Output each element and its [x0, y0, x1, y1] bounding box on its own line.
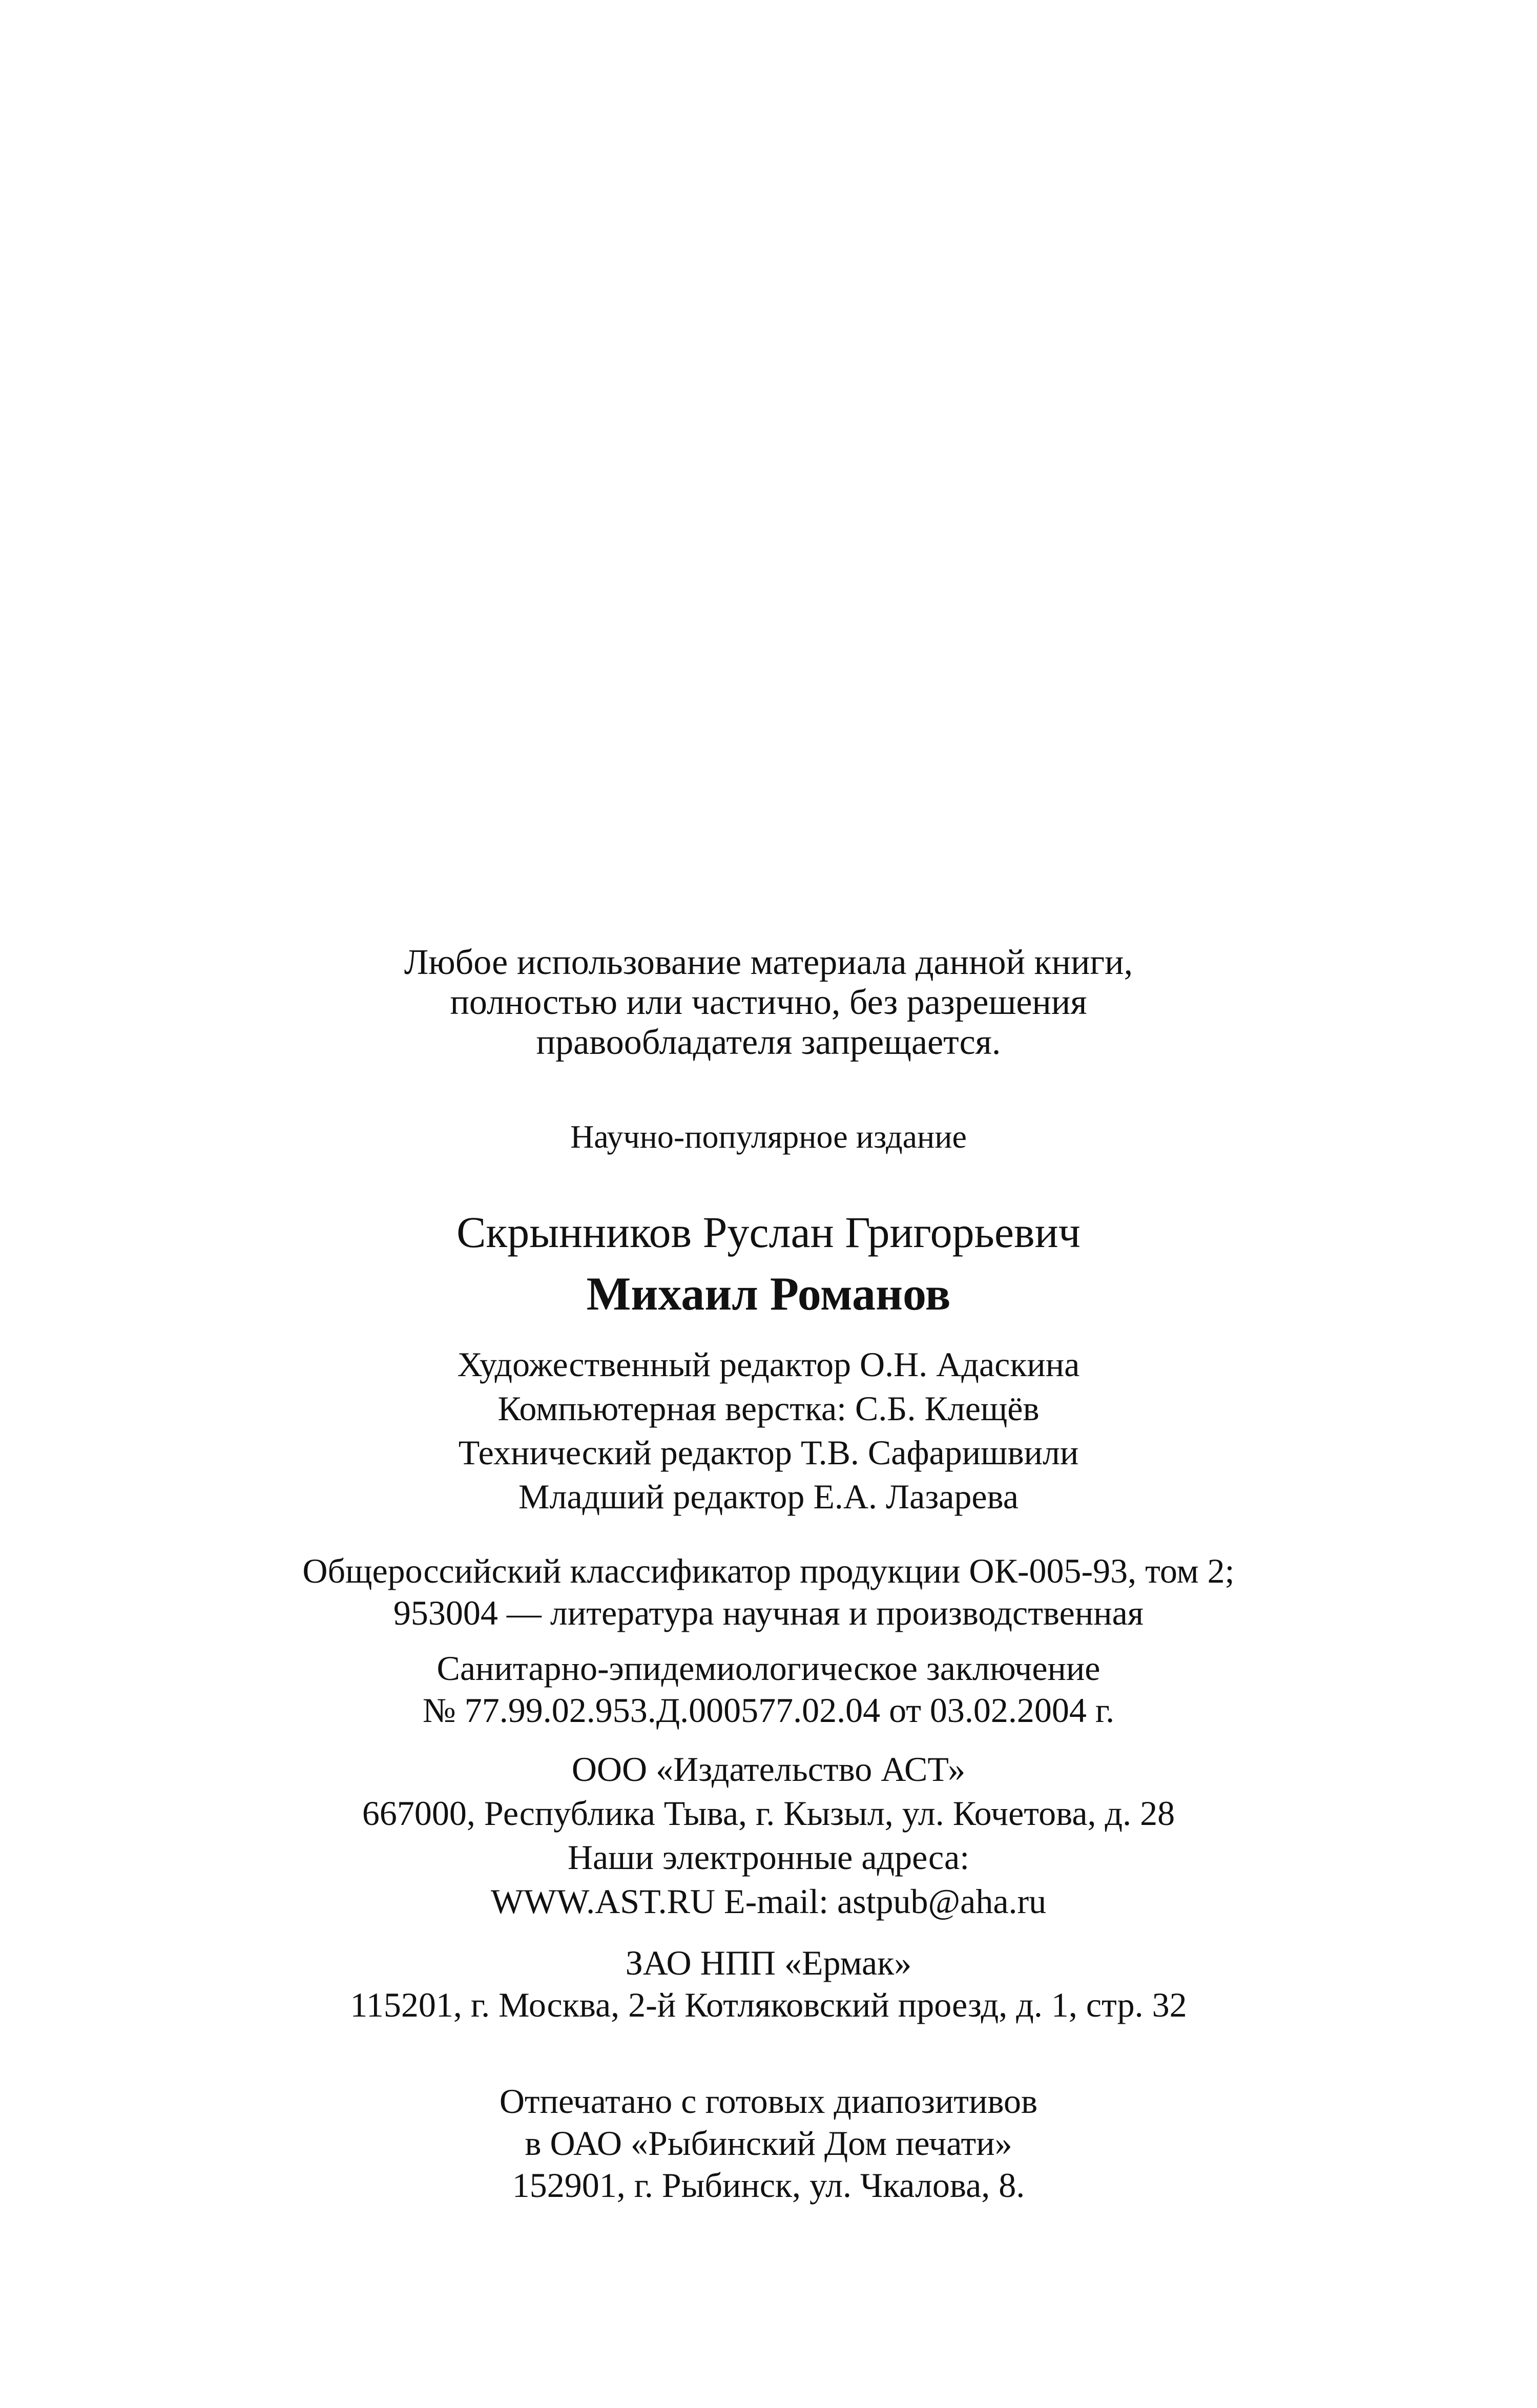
- printer-line: ЗАО НПП «Ермак»: [625, 1943, 912, 1982]
- publisher-line: WWW.AST.RU E-mail: astpub@aha.ru: [490, 1882, 1047, 1921]
- copyright-line: полностью или частично, без разрешения: [450, 983, 1087, 1022]
- edition-type: [0, 1117, 1537, 1157]
- credit-line: Младший редактор Е.А. Лазарева: [518, 1477, 1019, 1516]
- credit-line: Технический редактор Т.В. Сафаришвили: [458, 1433, 1079, 1472]
- sanitary-line: № 77.99.02.953.Д.000577.02.04 от 03.02.2004 г.: [422, 1691, 1115, 1730]
- print-house-line: в ОАО «Рыбинский Дом печати»: [525, 2124, 1012, 2163]
- print-house-line: Отпечатано с готовых диапозитивов: [499, 2082, 1038, 2121]
- printer-info: [0, 1942, 1537, 2026]
- credit-line: Компьютерная верстка: С.Б. Клещёв: [497, 1389, 1040, 1428]
- author-name: [0, 1207, 1537, 1258]
- book-title: [0, 1265, 1537, 1322]
- printer-line: 115201, г. Москва, 2-й Котляковский проезд, д. 1, стр. 32: [350, 1985, 1187, 2024]
- product-classifier: [0, 1550, 1537, 1634]
- publisher-line: 667000, Республика Тыва, г. Кызыл, ул. Кочетова, д. 28: [362, 1794, 1175, 1833]
- copyright-line: правообладателя запрещается.: [536, 1023, 1001, 1062]
- copyright-notice: [0, 943, 1537, 1063]
- sanitary-conclusion: [0, 1647, 1537, 1731]
- publisher-info: [0, 1747, 1537, 1923]
- book-title-text: Михаил Романов: [586, 1268, 951, 1320]
- print-house-line: 152901, г. Рыбинск, ул. Чкалова, 8.: [512, 2166, 1025, 2205]
- classifier-line: 953004 — литература научная и производственная: [393, 1593, 1144, 1632]
- edition-type-text: Научно-популярное издание: [570, 1118, 967, 1155]
- copyright-line: Любое использование материала данной книги,: [404, 943, 1133, 982]
- credit-line: Художественный редактор О.Н. Адаскина: [457, 1345, 1080, 1384]
- publisher-line: ООО «Издательство АСТ»: [571, 1750, 966, 1789]
- author-text: Скрынников Руслан Григорьевич: [456, 1208, 1081, 1257]
- publisher-line: Наши электронные адреса:: [567, 1838, 970, 1877]
- sanitary-line: Санитарно-эпидемиологическое заключение: [437, 1649, 1100, 1688]
- classifier-line: Общероссийский классификатор продукции ОК-005-93, том 2;: [302, 1551, 1235, 1590]
- print-house-info: [0, 2080, 1537, 2206]
- editorial-credits: [0, 1342, 1537, 1519]
